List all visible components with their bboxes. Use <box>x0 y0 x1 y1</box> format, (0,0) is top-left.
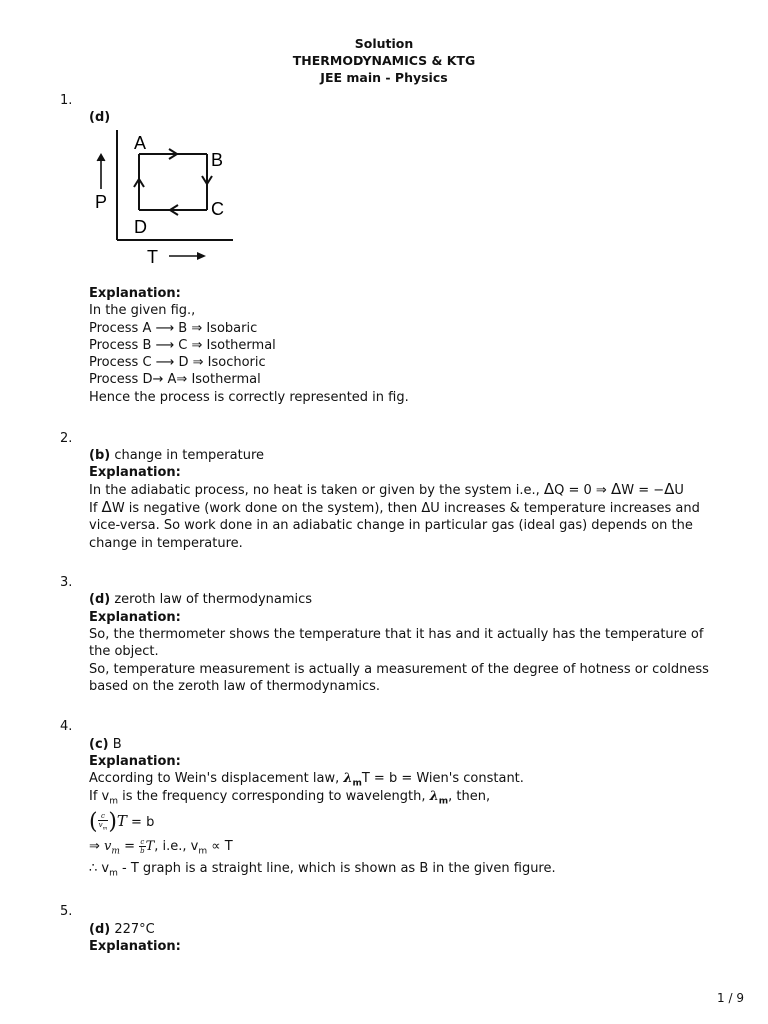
implies-icon: ⇒ <box>191 321 203 336</box>
text: Process A <box>89 321 156 336</box>
question-number-5: 5. <box>60 904 73 919</box>
subscript: m <box>198 846 208 857</box>
explanation-heading: Explanation: <box>89 465 181 480</box>
explanation-heading: Explanation: <box>89 610 181 625</box>
explanation-label-4 <box>89 753 729 770</box>
delta-icon: Δ <box>664 480 675 498</box>
text: Isothermal <box>187 372 261 387</box>
explanation-label-5 <box>89 938 729 955</box>
subscript: m <box>109 796 119 807</box>
implies-icon: ⇒ <box>89 839 100 854</box>
label-d: D <box>134 217 147 237</box>
variable-v: v <box>99 839 112 854</box>
implies-icon: ⇒ <box>176 372 188 387</box>
question-number-2: 2. <box>60 431 73 446</box>
answer-1 <box>89 109 729 126</box>
text: = <box>119 839 140 854</box>
answer-3 <box>89 591 729 608</box>
delta-icon: Δ <box>543 480 555 498</box>
numerator: c <box>140 838 145 846</box>
q1-process-da <box>89 371 729 388</box>
pt-cycle-diagram <box>89 127 239 267</box>
doc-exam: JEE main - Physics <box>320 70 448 85</box>
t-axis-arrow-icon <box>197 252 206 260</box>
q2-text-2 <box>89 499 719 552</box>
implies-icon: ⇒ <box>191 338 203 353</box>
variable-t: T <box>145 839 155 854</box>
long-arrow-icon: ⟶ <box>155 321 175 336</box>
therefore-icon: ∴ <box>89 861 98 876</box>
answer-4-text: B <box>108 737 122 752</box>
text: Process D <box>89 372 153 387</box>
long-arrow-icon: ⟶ <box>155 338 175 353</box>
answer-5-text: 227°C <box>110 922 155 937</box>
subscript: m <box>111 846 120 857</box>
subscript: m <box>438 796 449 807</box>
right-paren: ) <box>108 809 117 835</box>
label-c: C <box>211 199 224 219</box>
text: B <box>174 321 192 336</box>
axis-label-t: T <box>147 247 158 267</box>
q1-process-ab <box>89 320 729 337</box>
text: According to Wein's displacement law, <box>89 771 344 786</box>
q3-text-1: So, the thermometer shows the temperature that it has and it actually has the temperature of the object. <box>89 627 704 660</box>
lambda-symbol: λ <box>343 771 353 786</box>
q2-text-1 <box>89 481 729 499</box>
explanation-label-2 <box>89 464 729 481</box>
q1-text-1: In the given fig., <box>89 303 196 318</box>
answer-4 <box>89 736 729 753</box>
doc-title: Solution <box>354 36 414 51</box>
text: Isothermal <box>202 338 276 353</box>
text: U <box>674 483 684 498</box>
fraction <box>98 812 109 832</box>
question-number-3: 3. <box>60 575 73 590</box>
q1-conclusion: Hence the process is correctly represented in fig. <box>89 390 409 405</box>
denominator <box>98 821 109 832</box>
text: If v <box>89 789 110 804</box>
subscript: m <box>102 825 108 832</box>
text: , then, <box>448 789 491 804</box>
text: A <box>163 372 177 387</box>
explanation-label-3 <box>89 609 729 626</box>
delta-icon: Δ <box>610 480 622 498</box>
answer-4-option: (c) <box>89 737 109 752</box>
text: If <box>89 501 102 516</box>
answer-5 <box>89 921 729 938</box>
implies-icon: ⇒ <box>192 355 204 370</box>
answer-3-text: zeroth law of thermodynamics <box>110 592 313 607</box>
text: Process C <box>89 355 156 370</box>
text: = b <box>126 815 155 830</box>
page-number: 1 / 9 <box>717 991 744 1005</box>
text: C <box>174 338 192 353</box>
text: W = − <box>621 483 665 498</box>
denominator: b <box>140 847 145 855</box>
text: is the frequency corresponding to wavelength, <box>118 789 430 804</box>
label-b: B <box>211 150 224 170</box>
q4-equation-1 <box>89 806 729 838</box>
text: ∝ T <box>207 839 233 854</box>
q4-conclusion <box>89 860 729 883</box>
text: v <box>97 861 110 876</box>
lambda-symbol: λ <box>429 789 439 804</box>
doc-subject: THERMODYNAMICS & KTG <box>292 53 476 68</box>
q4-equation-2 <box>89 838 729 861</box>
question-number-4: 4. <box>60 719 73 734</box>
text: - T graph is a straight line, which is shown as B in the given figure. <box>117 861 556 876</box>
text: Isobaric <box>202 321 258 336</box>
answer-2 <box>89 447 729 464</box>
question-number-1: 1. <box>60 93 73 108</box>
q1-process-cd <box>89 354 729 371</box>
text: In the adiabatic process, no heat is taken or given by the system i.e., <box>89 483 544 498</box>
arrow-icon: → <box>152 372 164 387</box>
variable-t: T <box>116 812 127 830</box>
explanation-heading: Explanation: <box>89 939 181 954</box>
explanation-heading: Explanation: <box>89 286 181 301</box>
text: Q = 0 <box>554 483 596 498</box>
subscript: m <box>109 868 118 879</box>
long-arrow-icon: ⟶ <box>155 355 175 370</box>
delta-icon: Δ <box>101 498 112 516</box>
axis-label-p: P <box>95 192 108 212</box>
explanation-heading: Explanation: <box>89 754 181 769</box>
explanation-label-1 <box>89 285 729 302</box>
q1-process-bc <box>89 337 729 354</box>
subscript: m <box>352 778 362 789</box>
label-a: A <box>134 133 147 153</box>
answer-2-text: change in temperature <box>110 448 265 463</box>
denominator-base: v <box>98 821 103 830</box>
text: D <box>174 355 193 370</box>
text: T = b = Wien's constant. <box>361 771 524 786</box>
p-axis-arrow-icon <box>97 154 105 161</box>
answer-3-option: (d) <box>89 592 111 607</box>
text: W is negative (work done on the system), then ΔU increases & temperature increases and vice-versa. So work done in an adiabatic change in particular gas (ideal gas) depends on the change in temperature. <box>89 501 700 551</box>
answer-1-option: (d) <box>89 110 111 125</box>
text: , i.e., v <box>154 839 199 854</box>
text: Process B <box>89 338 156 353</box>
left-paren: ( <box>89 809 98 835</box>
implies-icon: ⇒ <box>595 483 607 498</box>
q3-text-2: So, temperature measurement is actually a measurement of the degree of hotness or coldness based on the zeroth law of thermodynamics. <box>89 662 709 695</box>
numerator: c <box>98 812 109 821</box>
text: Isochoric <box>203 355 266 370</box>
answer-5-option: (d) <box>89 922 111 937</box>
answer-2-option: (b) <box>89 448 111 463</box>
